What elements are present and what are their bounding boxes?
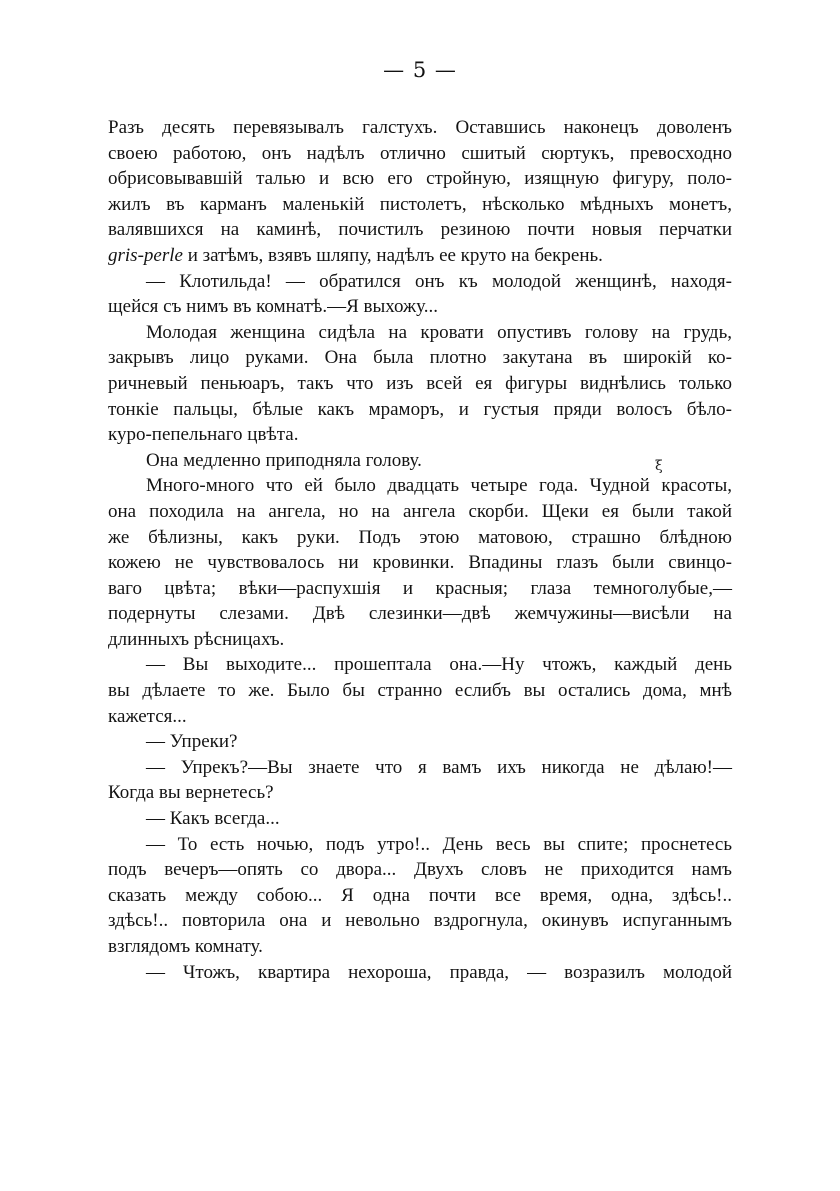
text-line: Молодая женщина сидѣла на кровати опустивъ голову на грудь, (146, 321, 732, 343)
italic-phrase: gris-perle (108, 244, 183, 266)
text-line: валявшихся на каминѣ, почистилъ резиною почти новыя перчатки (108, 219, 732, 241)
text-line: сказать между собою... Я одна почти все время, одна, здѣсь!.. (108, 884, 732, 906)
text-line: — Чтожъ, квартира нехороша, правда, — возразилъ молодой (146, 961, 732, 983)
page-number: — 5 — (383, 58, 457, 82)
text-line: — Вы выходите... прошептала она.—Ну чтожъ, каждый день (146, 654, 732, 676)
text-line: Много-много что ей было двадцать четыре года. Чудной красоты, (146, 475, 732, 497)
text-line: вы дѣлаете то же. Было бы странно еслибъ вы остались дома, мнѣ (108, 680, 732, 702)
text-line: щейся съ нимъ въ комнатѣ.—Я выхожу... (108, 296, 439, 318)
text-line: же бѣлизны, какъ руки. Подъ этою матовою, страшно блѣдною (108, 526, 732, 548)
text-line: своею работою, онъ надѣлъ отлично сшитый сюртукъ, превосходно (108, 142, 732, 164)
text-fragment: и затѣмъ, взявъ шляпу, надѣлъ ее круто на бекрень. (182, 244, 603, 266)
text-line: Когда вы вернетесь? (108, 782, 274, 804)
text-line: — То есть ночью, подъ утро!.. День весь вы спите; проснетесь (146, 833, 732, 855)
text-line: закрывъ лицо руками. Она была плотно закутана въ широкій ко- (108, 347, 732, 369)
text-line: куро-пепельнаго цвѣта. (108, 424, 299, 446)
text-line: ваго цвѣта; вѣки—распухшія и красныя; глаза темноголубые,— (108, 577, 732, 599)
text-line: кажется... (108, 705, 187, 727)
text-line (108, 243, 732, 269)
text-line: ричневый пеньюаръ, такъ что изъ всей ея фигуры виднѣлись только (108, 372, 732, 394)
text-line: жилъ въ карманъ маленькій пистолетъ, нѣсколько мѣдныхъ монетъ, (108, 193, 732, 215)
text-line: она походила на ангела, но на ангела скорби. Щеки ея были такой (108, 500, 732, 522)
text-line: подернуты слезами. Двѣ слезинки—двѣ жемчужины—висѣли на (108, 603, 732, 625)
text-line: длинныхъ рѣсницахъ. (108, 628, 285, 650)
text-line: взглядомъ комнату. (108, 936, 263, 957)
text-line: — Клотильда! — обратился онъ къ молодой женщинѣ, находя- (146, 270, 732, 292)
text-line: — Какъ всегда... (146, 808, 280, 830)
text-line: обрисовывавшій талью и всю его стройную, изящную фигуру, поло- (108, 168, 732, 190)
text-line: Она медленно приподняла голову. (146, 449, 422, 471)
text-line: — Упрекъ?—Вы знаете что я вамъ ихъ никогда не дѣлаю!— (146, 756, 732, 778)
text-line: здѣсь!.. повторила она и невольно вздрогнула, окинувъ испуганнымъ (108, 910, 732, 932)
text-line: кожею не чувствовалось ни кровинки. Впадины глазъ были свинцо- (108, 552, 732, 574)
body-text (108, 115, 732, 985)
text-line: тонкіе пальцы, бѣлые какъ мраморъ, и густыя пряди волосъ бѣло- (108, 398, 732, 420)
text-line: — Упреки? (146, 731, 238, 753)
text-line: Разъ десять перевязывалъ галстухъ. Оставшись наконецъ доволенъ (108, 117, 732, 138)
print-speck-mark: ξ (655, 458, 663, 474)
text-line: подъ вечеръ—опять со двора... Двухъ словъ не приходится намъ (108, 859, 732, 881)
